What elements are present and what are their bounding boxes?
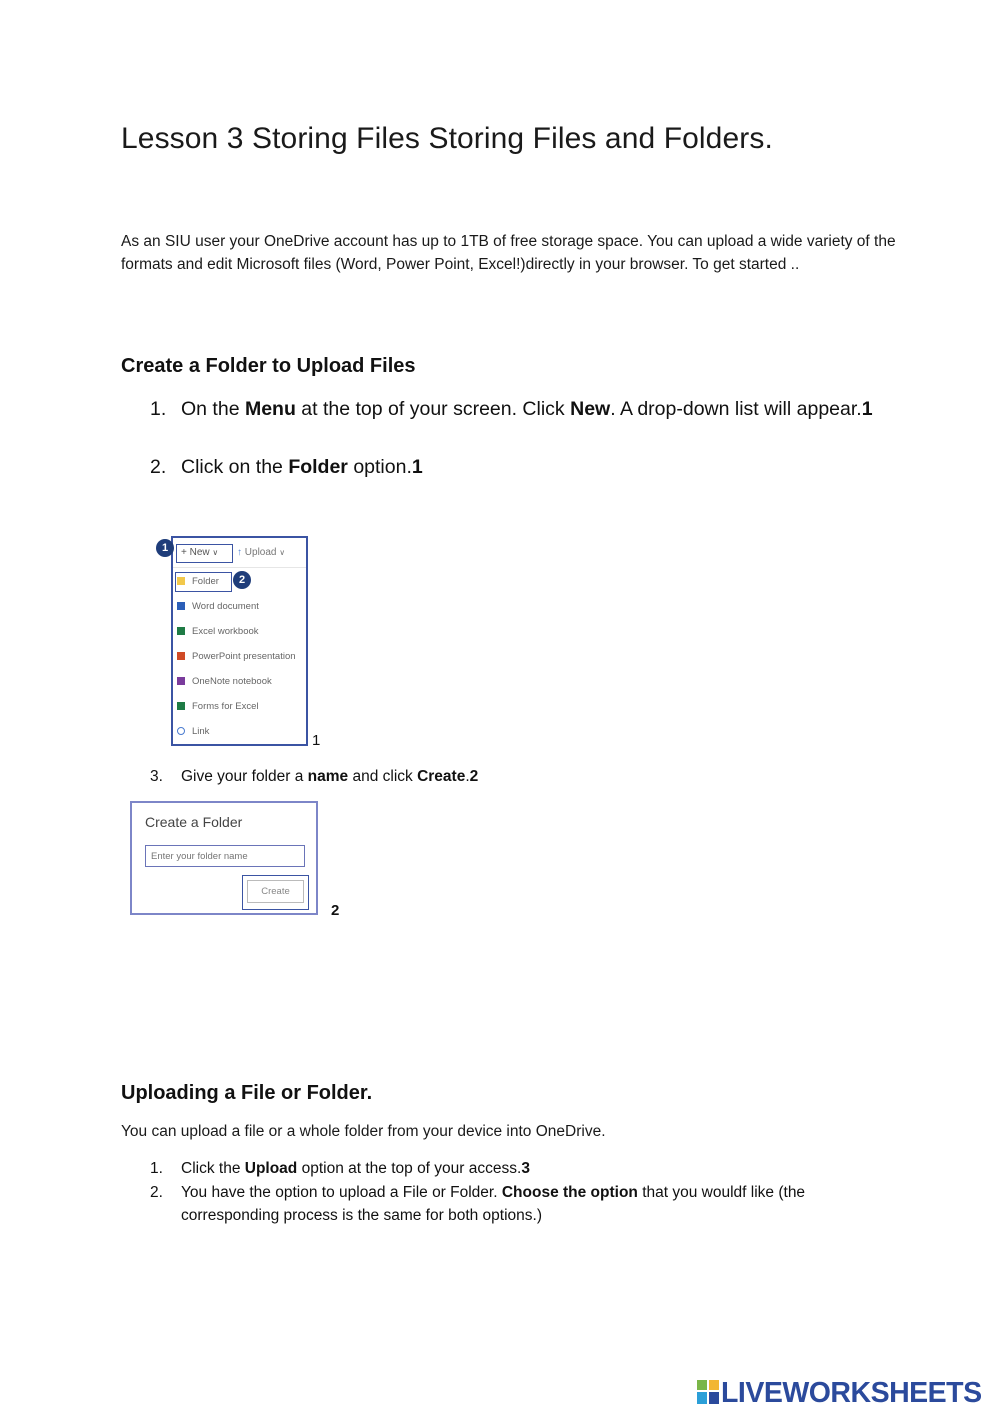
create-folder-dialog-screenshot [130, 801, 318, 915]
folder-name-input[interactable] [145, 845, 305, 867]
menu-item-excel[interactable]: Excel workbook [177, 623, 259, 641]
upload-icon: ↑ [237, 547, 242, 558]
section-heading-upload: Uploading a File or Folder. [121, 1082, 373, 1104]
list-number: 2. [150, 1184, 163, 1201]
list-text: On the Menu at the top of your screen. Click New. A drop-down list will appear.1 [181, 398, 873, 420]
menu-item-onenote[interactable]: OneNote notebook [177, 673, 272, 691]
menu-item-link[interactable]: Link [177, 723, 209, 741]
menu-item-folder[interactable]: Folder [177, 573, 219, 591]
powerpoint-icon [177, 652, 185, 660]
menu-item-powerpoint[interactable]: PowerPoint presentation [177, 648, 296, 666]
liveworksheets-logo-icon [697, 1380, 719, 1404]
callout-badge-2: 2 [233, 571, 251, 589]
new-button[interactable]: + New ∨ [176, 544, 233, 563]
intro-paragraph: As an SIU user your OneDrive account has up to 1TB of free storage space. You can upload a wide variety of the formats and edit Microsoft files (Word, Power Point, Excel!)directly in your browser. To get started .. [121, 233, 896, 273]
excel-icon [177, 627, 185, 635]
list-number: 2. [150, 456, 167, 478]
list-number: 1. [150, 1160, 163, 1177]
list-text: Give your folder a name and click Create.2 [181, 768, 479, 785]
onedrive-toolbar [173, 538, 306, 568]
logo-text: LIVEWORKSHEETS [721, 1377, 982, 1409]
list-text: You have the option to upload a File or Folder. Choose the option that you wouldf like (the corresponding process is the same for both options.) [181, 1184, 806, 1224]
upload-steps [150, 1157, 890, 1227]
word-icon [177, 602, 185, 610]
figure-label-1: 1 [312, 732, 321, 749]
chevron-down-icon: ∨ [279, 548, 286, 557]
create-folder-steps [150, 395, 890, 485]
upload-intro: You can upload a file or a whole folder from your device into OneDrive. [121, 1123, 606, 1140]
new-menu-screenshot [171, 536, 308, 746]
upload-button[interactable]: ↑ Upload ∨ [237, 547, 286, 558]
forms-icon [177, 702, 185, 710]
folder-icon [177, 577, 185, 585]
plus-icon: + [181, 547, 187, 558]
menu-item-word[interactable]: Word document [177, 598, 259, 616]
menu-item-forms[interactable]: Forms for Excel [177, 698, 259, 716]
dialog-title: Create a Folder [145, 814, 243, 830]
globe-icon [177, 727, 185, 735]
chevron-down-icon: ∨ [212, 548, 219, 557]
onenote-icon [177, 677, 185, 685]
figure-label-2: 2 [331, 902, 340, 919]
create-folder-step-3 [150, 765, 890, 789]
page-title: Lesson 3 Storing Files Storing Files and Folders. [121, 122, 773, 155]
list-text: Click the Upload option at the top of your access.3 [181, 1160, 530, 1177]
callout-badge-1: 1 [156, 539, 174, 557]
create-button[interactable]: Create [242, 875, 309, 910]
list-number: 3. [150, 768, 163, 785]
list-number: 1. [150, 398, 167, 420]
list-text: Click on the Folder option.1 [181, 456, 423, 478]
section-heading-create-folder: Create a Folder to Upload Files [121, 355, 416, 377]
